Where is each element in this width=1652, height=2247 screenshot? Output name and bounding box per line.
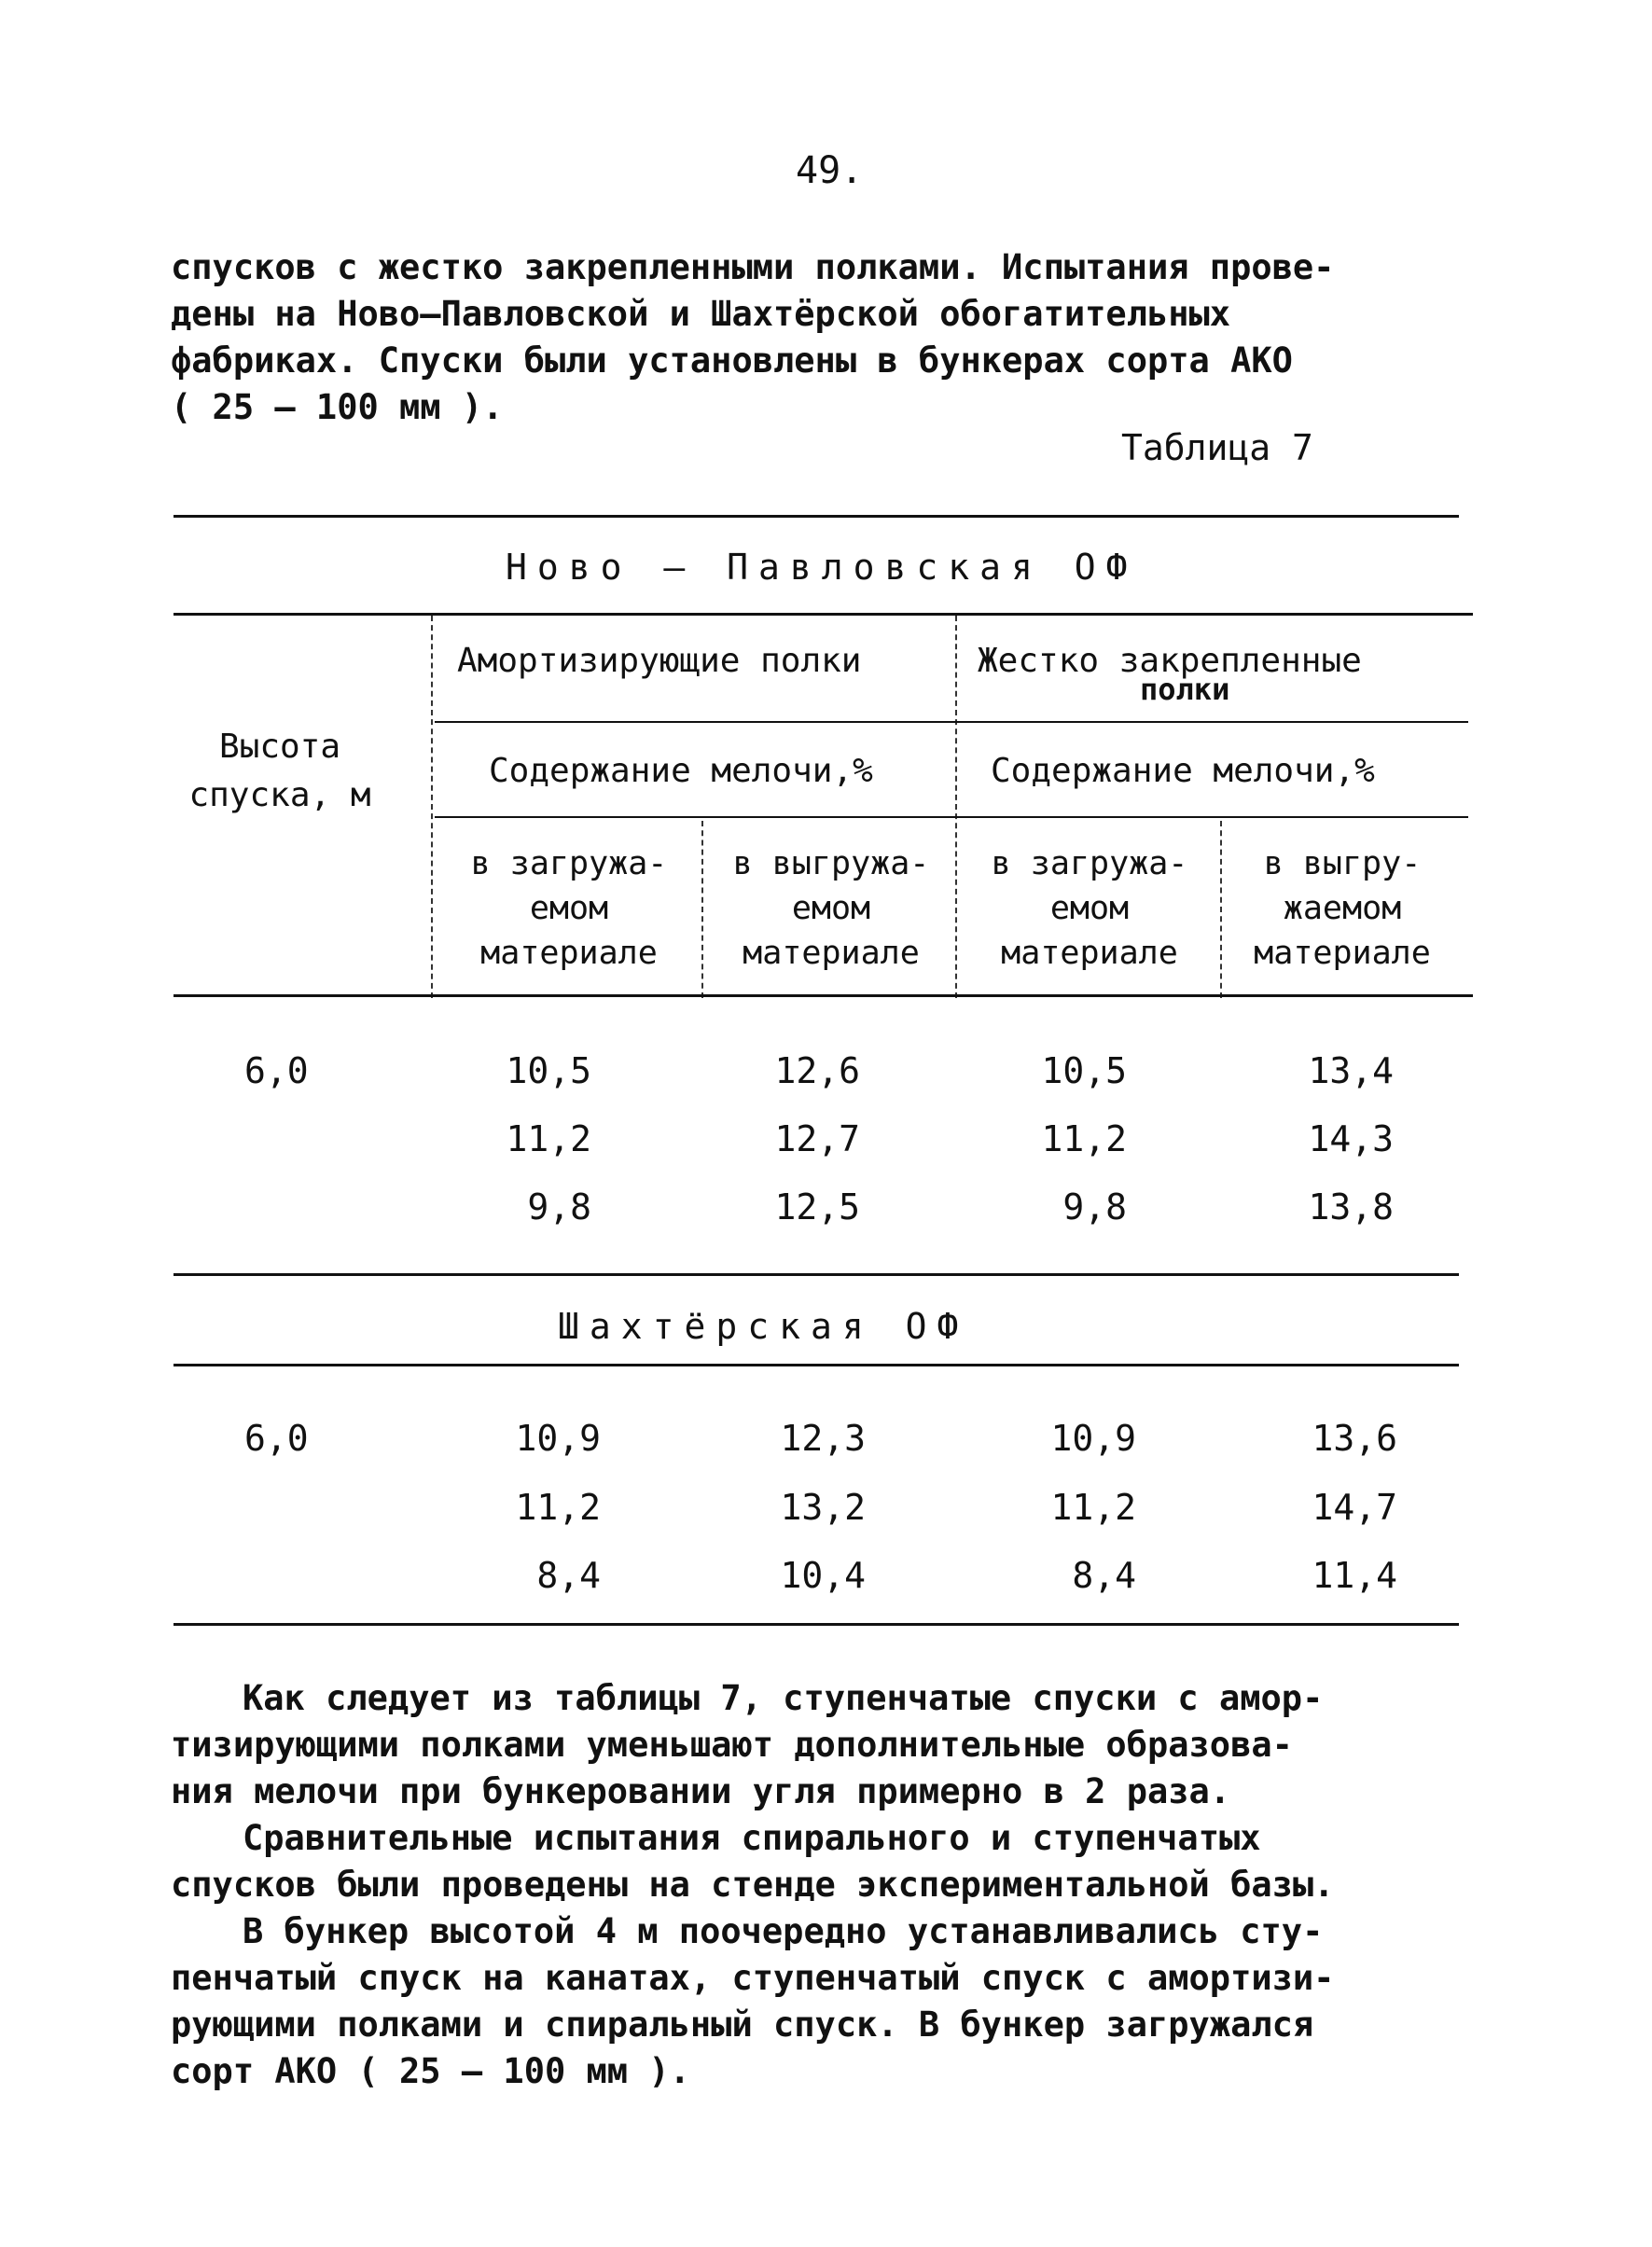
table-cell: 11,2: [506, 1118, 591, 1159]
content-label-amortizing: Содержание мелочи,%: [489, 752, 873, 790]
intro-line: ( 25 – 100 мм ).: [171, 387, 504, 427]
table-cell: 12,6: [774, 1050, 860, 1091]
table-cell: 12,7: [774, 1118, 860, 1159]
table-rule: [174, 1364, 1459, 1366]
conclusion-paragraph-1: [171, 1675, 1486, 1815]
table-cell: 10,5: [1041, 1050, 1127, 1091]
intro-line: спусков с жестко закрепленными полками. Испытания прове-: [171, 247, 1335, 287]
table-cell: 11,2: [1050, 1487, 1136, 1528]
conclusion-line: ния мелочи при бункеровании угля примерно в 2 раза.: [171, 1771, 1231, 1811]
table-cell: 12,5: [774, 1186, 860, 1228]
table-rule: [435, 816, 1468, 818]
conclusion-paragraph-2: [171, 1815, 1486, 1908]
table-cell: 13,4: [1308, 1050, 1394, 1091]
row-header-height: Высота спуска, м: [188, 728, 371, 814]
height-value-section2: 6,0: [244, 1418, 309, 1459]
subheader-unload-amortizing: в выгружа- емом материале: [732, 845, 930, 972]
table-cell: 10,9: [515, 1418, 601, 1459]
table-caption: Таблица 7: [1121, 427, 1313, 468]
conclusion-line: сорт АКО ( 25 – 100 мм ).: [171, 2051, 690, 2091]
group-header-rigid-2: полки: [1140, 672, 1230, 707]
table-cell: 13,2: [780, 1487, 866, 1528]
conclusion-line: тизирующими полками уменьшают дополнительные образова-: [171, 1725, 1293, 1765]
table-rule: [174, 613, 1473, 616]
subheader-unload-rigid: в выгру- жаемом материале: [1254, 845, 1431, 972]
table-cell: 11,2: [515, 1487, 601, 1528]
intro-line: дены на Ново–Павловской и Шахтёрской обогатительных: [171, 294, 1231, 334]
intro-line: фабриках. Спуски были установлены в бункерах сорта АКО: [171, 340, 1293, 381]
column-separator: [1220, 821, 1222, 998]
table-rule-top: [174, 515, 1459, 518]
content-label-rigid: Содержание мелочи,%: [991, 752, 1375, 790]
conclusion-line: В бункер высотой 4 м поочередно устанавливались сту-: [243, 1911, 1324, 1951]
conclusion-paragraph-3: [171, 1908, 1486, 2095]
conclusion-line: рующими полками и спиральный спуск. В бункер загружался: [171, 2004, 1314, 2045]
table-rule-bottom: [174, 1623, 1459, 1626]
table-cell: 8,4: [536, 1555, 601, 1596]
subheader-load-amortizing: в загружа- емом материале: [470, 845, 668, 972]
table-cell: 10,9: [1050, 1418, 1136, 1459]
subheader-load-rigid: в загружа- емом материале: [991, 845, 1188, 972]
table-cell: 12,3: [780, 1418, 866, 1459]
column-separator: [955, 616, 957, 998]
table-cell: 14,7: [1312, 1487, 1397, 1528]
table-cell: 13,6: [1312, 1418, 1397, 1459]
conclusion-line: Сравнительные испытания спирального и ступенчатых: [243, 1818, 1261, 1858]
table-cell: 10,5: [506, 1050, 591, 1091]
table-rule: [174, 1273, 1459, 1276]
table-cell: 8,4: [1072, 1555, 1136, 1596]
section-title-novo-pavlovskaya: Ново – Павловская ОФ: [506, 547, 1138, 588]
group-header-rigid: Жестко закрепленные: [978, 642, 1362, 680]
height-value-section1: 6,0: [244, 1050, 309, 1091]
intro-paragraph: [171, 244, 1486, 431]
conclusion-line: пенчатый спуск на канатах, ступенчатый спуск с амортизи-: [171, 1958, 1335, 1998]
conclusion-line: Как следует из таблицы 7, ступенчатые спуски с амор-: [243, 1678, 1324, 1718]
table-rule-header-bottom: [174, 994, 1473, 997]
column-separator: [431, 616, 433, 998]
group-header-amortizing: Амортизирующие полки: [457, 642, 862, 680]
section-title-shakhterskaya: Шахтёрская ОФ: [558, 1306, 969, 1347]
table-cell: 10,4: [780, 1555, 866, 1596]
table-cell: 9,8: [1062, 1186, 1127, 1228]
column-separator: [701, 821, 703, 998]
table-rule: [435, 721, 1468, 723]
page-number: 49.: [796, 149, 864, 192]
table-cell: 13,8: [1308, 1186, 1394, 1228]
table-cell: 11,4: [1312, 1555, 1397, 1596]
table-cell: 11,2: [1041, 1118, 1127, 1159]
table-cell: 9,8: [527, 1186, 591, 1228]
table-cell: 14,3: [1308, 1118, 1394, 1159]
conclusion-line: спусков были проведены на стенде экспериментальной базы.: [171, 1865, 1335, 1905]
